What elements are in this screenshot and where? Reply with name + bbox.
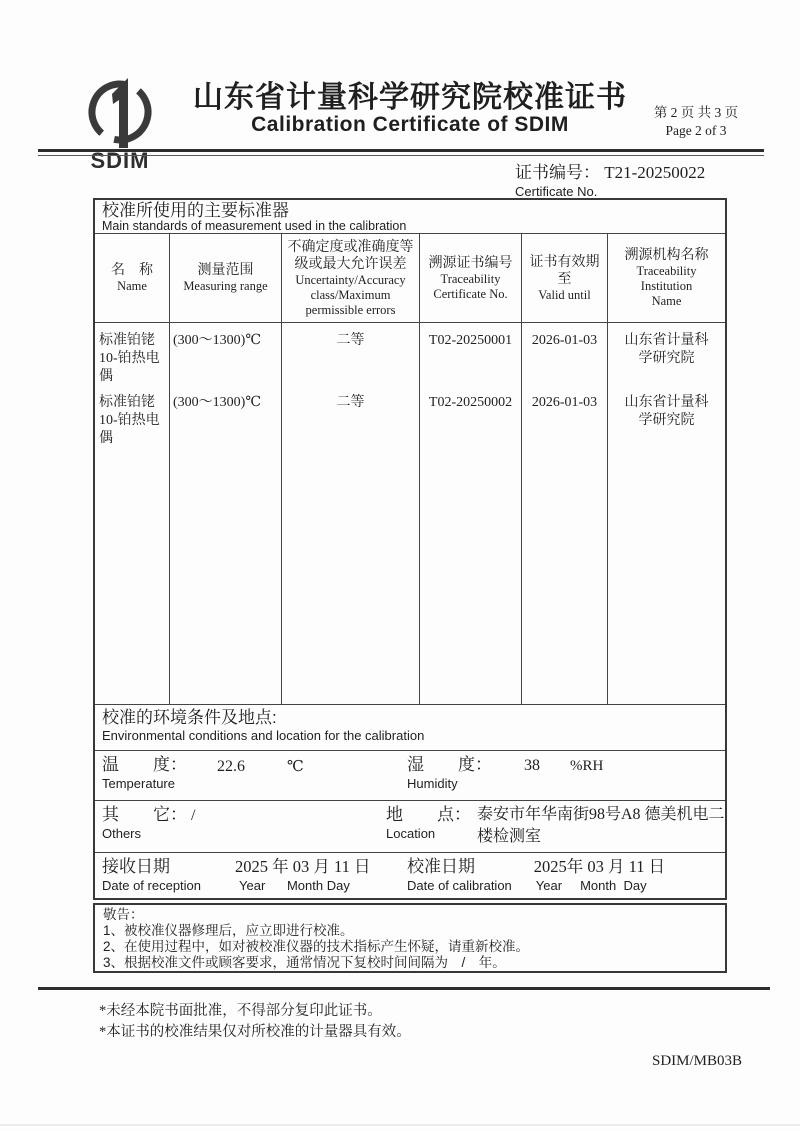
environment-title-cn: 校准的环境条件及地点: — [102, 708, 277, 727]
humidity-label-cn: 湿 度： — [407, 755, 492, 774]
humidity-unit: %RH — [570, 758, 604, 774]
notice-title: 敬告： — [103, 907, 144, 922]
column-header-valid-until: 证书有效期至 Valid until — [522, 234, 608, 322]
table-cell: 二等 — [336, 395, 365, 410]
humidity-field — [405, 751, 725, 800]
scan-edge-artifact — [0, 1124, 800, 1126]
form-number: SDIM/MB03B — [652, 1053, 743, 1069]
others-value: / — [191, 807, 196, 824]
standards-table-header — [95, 233, 725, 322]
table-cell: 标准铂铑10-铂热电偶 — [99, 395, 160, 446]
notice-item: 1、被校准仪器修理后，应立即进行校准。 — [103, 923, 354, 938]
temperature-humidity-row — [95, 750, 725, 800]
header-divider — [38, 149, 764, 156]
location-value: 泰安市年华南街98号A8 德美机电二楼检测室 — [477, 806, 725, 845]
calibration-date-label-cn: 校准日期 — [407, 857, 475, 876]
temperature-label-en: Temperature — [102, 776, 175, 791]
page-number-en: Page 2 of 3 — [665, 123, 727, 138]
calibration-date-label-en: Date of calibration — [407, 878, 512, 893]
main-table — [93, 198, 727, 900]
location-label-en: Location — [386, 826, 436, 841]
table-cell: 二等 — [336, 333, 365, 348]
standards-table-body — [95, 322, 725, 704]
logo-text: SDIM — [90, 148, 150, 172]
certificate-number-label-cn: 证书编号： — [515, 163, 600, 182]
reception-date-label-en: Date of reception — [102, 878, 202, 893]
column-header-measuring-range: 测量范围 Measuring range — [170, 234, 282, 322]
certificate-number — [515, 158, 765, 199]
calibration-date-field — [405, 853, 725, 898]
column-header-name: 名 称 Name — [95, 234, 170, 322]
column-header-institution: 溯源机构名称 Traceability Institution Name — [624, 248, 709, 308]
page-number-cn: 第 2 页 共 3 页 — [653, 105, 739, 120]
location-label-cn: 地 点： — [386, 805, 471, 824]
standards-title-en: Main standards of measurement used in the calibration — [102, 219, 407, 233]
others-label-cn: 其 它： — [102, 805, 187, 824]
table-cell: 山东省计量科学研究院 — [624, 333, 709, 366]
table-cell: 2026-01-03 — [531, 395, 598, 410]
table-cell: 山东省计量科学研究院 — [624, 395, 709, 428]
others-label-en: Others — [102, 826, 142, 841]
certificate-number-value: T21-20250022 — [604, 163, 706, 182]
humidity-value: 38 — [524, 757, 540, 774]
calibration-date-value: 2025年 03 月 11 日 — [533, 857, 666, 876]
dates-row — [95, 852, 725, 898]
temperature-value: 22.6 — [217, 758, 245, 775]
standards-section-title — [95, 200, 725, 233]
others-location-row — [95, 800, 725, 852]
notice-item: 3、根据校准文件或顾客要求，通常情况下复校时间间隔为 / 年。 — [103, 955, 506, 970]
page-title-en: Calibration Certificate of SDIM — [251, 113, 569, 136]
column-header-uncertainty: 不确定度或准确度等级或最大允许误差 Uncertainty/Accuracy class/Maximum permissible errors — [282, 234, 420, 322]
notice-box — [93, 903, 727, 973]
footer-divider — [38, 987, 770, 990]
reception-date-label-cn: 接收日期 — [102, 857, 170, 876]
environment-title-en: Environmental conditions and location for the calibration — [102, 728, 425, 743]
calibration-date-units: Year Month Day — [535, 878, 647, 893]
table-cell: T02-20250002 — [428, 395, 513, 410]
temperature-label-cn: 温 度： — [102, 755, 187, 774]
location-field — [384, 801, 725, 852]
table-cell: (300～1300)℃ — [173, 395, 261, 410]
standards-title-cn: 校准所使用的主要标准器 — [102, 201, 289, 220]
table-cell: 2026-01-03 — [531, 333, 598, 348]
footer-notes — [99, 1001, 411, 1043]
table-cell: 标准铂铑10-铂热电偶 — [99, 333, 160, 384]
notice-item: 2、在使用过程中，如对被校准仪器的技术指标产生怀疑，请重新校准。 — [103, 939, 530, 954]
humidity-label-en: Humidity — [407, 776, 458, 791]
table-cell: (300～1300)℃ — [173, 333, 261, 348]
temperature-field — [95, 751, 405, 800]
column-header-traceability-cert: 溯源证书编号 Traceability Certificate No. — [420, 234, 522, 322]
table-cell: T02-20250001 — [428, 333, 513, 348]
page-number — [636, 104, 756, 140]
footer-note: *未经本院书面批准，不得部分复印此证书。 — [99, 1003, 382, 1019]
certificate-number-label-en: Certificate No. — [515, 184, 598, 199]
page-title-cn: 山东省计量科学研究院校准证书 — [193, 81, 627, 114]
sdim-logo-icon — [70, 68, 170, 172]
temperature-unit: ℃ — [287, 759, 304, 775]
reception-date-units: Year Month Day — [239, 878, 350, 893]
reception-date-field — [95, 853, 405, 898]
footer-note: *本证书的校准结果仅对所校准的计量器具有效。 — [99, 1024, 411, 1040]
environment-section-title — [95, 704, 725, 750]
reception-date-value: 2025 年 03 月 11 日 — [235, 857, 371, 876]
others-field — [95, 801, 384, 852]
